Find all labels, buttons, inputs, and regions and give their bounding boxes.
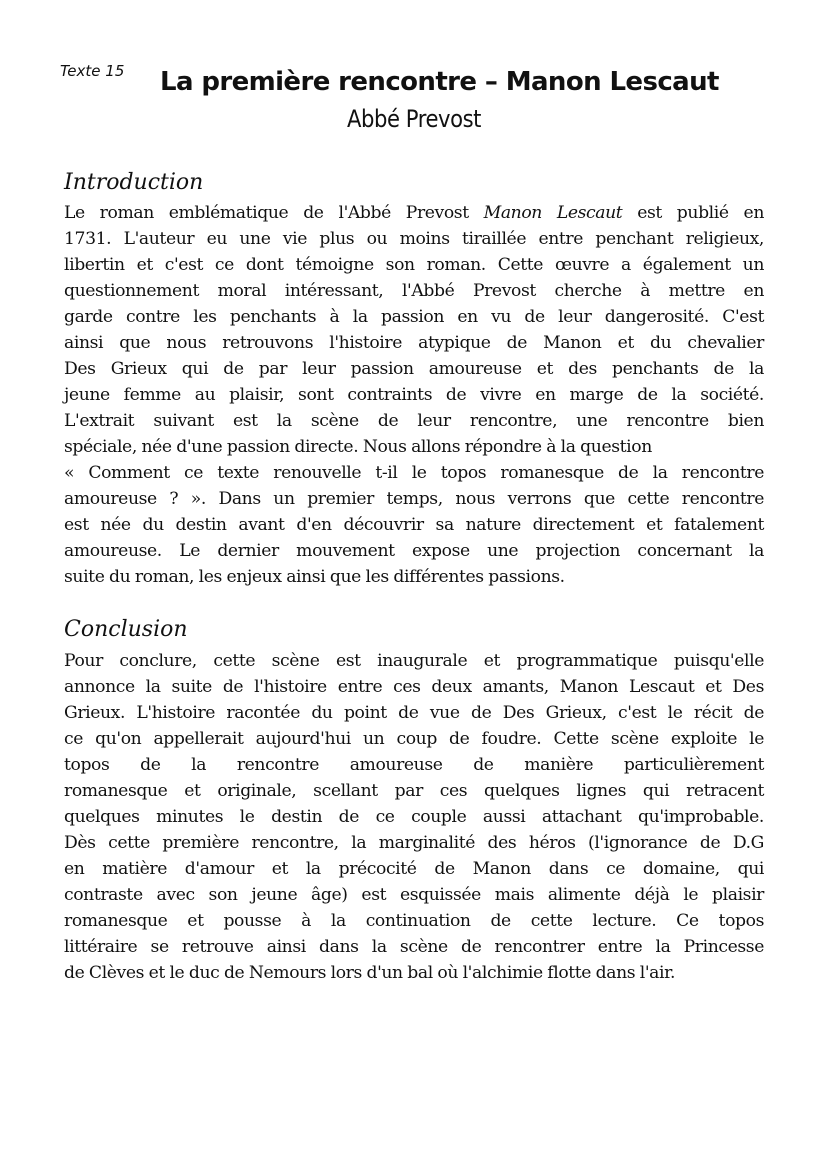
text-number-label: Texte 15 bbox=[60, 62, 125, 80]
book-title: Manon Lescaut bbox=[483, 203, 623, 223]
intro-line: 1731. L'auteur eu une vie plus ou moins tiraillée entre penchant religieux, bbox=[64, 229, 764, 249]
conclusion-line: romanesque et originale, scellant par ces quelques lignes qui retracent bbox=[64, 781, 764, 801]
intro-line: amoureuse ? ». Dans un premier temps, nous verrons que cette rencontre bbox=[64, 489, 764, 509]
introduction-heading: Introduction bbox=[64, 170, 204, 195]
intro-line: questionnement moral intéressant, l'Abbé Prevost cherche à mettre en bbox=[64, 281, 764, 301]
intro-line: spéciale, née d'une passion directe. Nous allons répondre à la question bbox=[64, 437, 652, 457]
intro-line: jeune femme au plaisir, sont contraints de vivre en marge de la société. bbox=[64, 385, 764, 405]
intro-line: libertin et c'est ce dont témoigne son roman. Cette œuvre a également un bbox=[64, 255, 764, 275]
conclusion-line: topos de la rencontre amoureuse de manière particulièrement bbox=[64, 755, 764, 775]
conclusion-line: romanesque et pousse à la continuation de cette lecture. Ce topos bbox=[64, 911, 764, 931]
conclusion-line: quelques minutes le destin de ce couple aussi attachant qu'improbable. bbox=[64, 807, 764, 827]
intro-line: est née du destin avant d'en découvrir sa nature directement et fatalement bbox=[64, 515, 764, 535]
page-title: La première rencontre – Manon Lescaut bbox=[160, 67, 719, 97]
conclusion-paragraph bbox=[64, 648, 764, 986]
conclusion-line: Dès cette première rencontre, la marginalité des héros (l'ignorance de D.G bbox=[64, 833, 764, 853]
conclusion-line: ce qu'on appellerait aujourd'hui un coup de foudre. Cette scène exploite le bbox=[64, 729, 764, 749]
intro-line: Des Grieux qui de par leur passion amoureuse et des penchants de la bbox=[64, 359, 764, 379]
intro-line: garde contre les penchants à la passion en vu de leur dangerosité. C'est bbox=[64, 307, 764, 327]
conclusion-line: Pour conclure, cette scène est inaugurale et programmatique puisqu'elle bbox=[64, 651, 764, 671]
intro-line: amoureuse. Le dernier mouvement expose une projection concernant la bbox=[64, 541, 764, 561]
author-name: Abbé Prevost bbox=[347, 105, 481, 133]
conclusion-line: en matière d'amour et la précocité de Manon dans ce domaine, qui bbox=[64, 859, 764, 879]
conclusion-heading: Conclusion bbox=[64, 617, 188, 642]
conclusion-line: Grieux. L'histoire racontée du point de vue de Des Grieux, c'est le récit de bbox=[64, 703, 764, 723]
conclusion-line: de Clèves et le duc de Nemours lors d'un bal où l'alchimie flotte dans l'air. bbox=[64, 963, 676, 983]
intro-line: ainsi que nous retrouvons l'histoire atypique de Manon et du chevalier bbox=[64, 333, 764, 353]
conclusion-line: annonce la suite de l'histoire entre ces deux amants, Manon Lescaut et Des bbox=[64, 677, 764, 697]
intro-line: L'extrait suivant est la scène de leur rencontre, une rencontre bien bbox=[64, 411, 764, 431]
conclusion-line: contraste avec son jeune âge) est esquissée mais alimente déjà le plaisir bbox=[64, 885, 764, 905]
intro-line: « Comment ce texte renouvelle t-il le topos romanesque de la rencontre bbox=[64, 463, 764, 483]
conclusion-line: littéraire se retrouve ainsi dans la scène de rencontrer entre la Princesse bbox=[64, 937, 764, 957]
intro-line: Le roman emblématique de l'Abbé Prevost Manon Lescaut est publié en bbox=[64, 203, 764, 223]
introduction-paragraph bbox=[64, 200, 764, 590]
intro-line: suite du roman, les enjeux ainsi que les différentes passions. bbox=[64, 567, 565, 587]
